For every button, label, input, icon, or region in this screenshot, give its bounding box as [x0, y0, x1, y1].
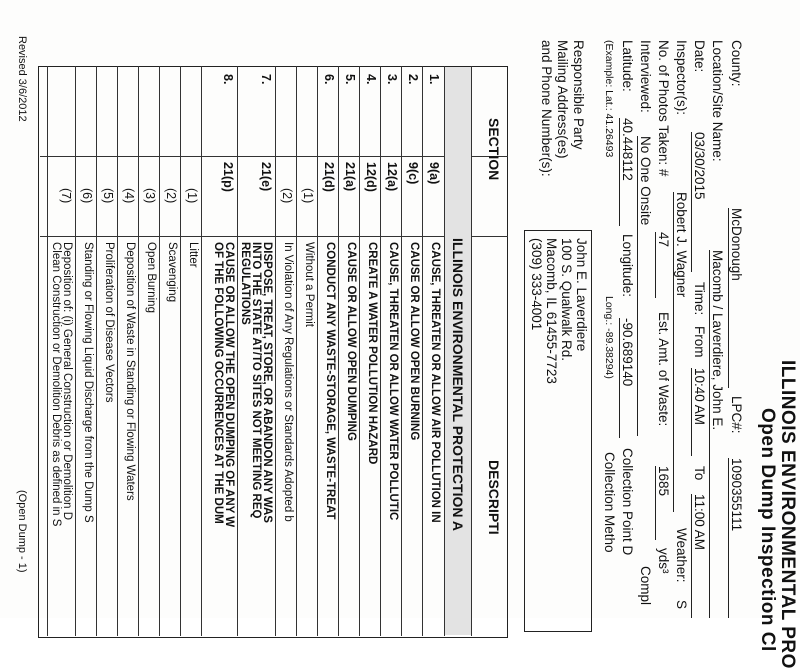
table-row: [339, 66, 360, 636]
collection-method-label: Collection Metho: [602, 452, 617, 553]
table-row: [276, 66, 297, 636]
row-section: 9(a): [427, 162, 441, 185]
row-description: Standing or Flowing Liquid Discharge from the Dump S: [82, 242, 94, 523]
est-waste-value: 1685: [655, 466, 671, 540]
row-description: Deposition of Waste in Standing or Flowing Waters: [124, 242, 136, 501]
row-description: REGULATIONS: [239, 242, 251, 325]
table-row: [76, 66, 97, 636]
example-latitude: (Example: Lat.: 41.26493: [603, 40, 615, 158]
table-row: [360, 66, 381, 636]
row-description: Scavenging: [166, 242, 178, 303]
table-row: [181, 66, 202, 636]
row-description: CAUSE OR ALLOW OPEN BURNING: [408, 242, 420, 441]
interviewed-label: Interviewed:: [638, 40, 653, 113]
page-label: (Open Dump - 1): [16, 490, 28, 573]
revised-date: Revised 3/6/2012: [16, 36, 28, 122]
row-section: 12(d): [364, 162, 378, 192]
location-label: Location/Site Name:: [710, 40, 725, 162]
header-divider: [471, 66, 472, 636]
responsible-city: Macomb, IL 61455-7723: [544, 238, 559, 384]
row-section: 21(a): [343, 162, 357, 192]
row-description: Deposition of: (i) General Construction or Demolition D: [61, 242, 73, 521]
location-value: Macomb / Laverdiere, John E.: [709, 250, 725, 618]
row-section: 9(c): [406, 162, 420, 185]
table-row: [48, 66, 76, 636]
time-to-label: To: [692, 466, 707, 481]
form-title-line1: ILLINOIS ENVIRONMENTAL PRO: [777, 360, 798, 669]
collection-point-label: Collection Point D: [620, 448, 635, 556]
row-description: CREATE A WATER POLLUTION HAZARD: [366, 242, 378, 465]
row-section: 12(a): [385, 162, 399, 192]
row-section: 21(p): [221, 162, 235, 192]
agency-band-title: ILLINOIS ENVIRONMENTAL PROTECTION A: [450, 238, 466, 531]
row-description: CAUSE OR ALLOW THE OPEN DUMPING OF ANY W: [223, 242, 235, 528]
table-row: [202, 66, 238, 636]
table-row: [97, 66, 118, 636]
section-header: SECTION: [486, 118, 502, 181]
row-number: 7.: [259, 74, 273, 85]
county-label: County:: [729, 40, 744, 87]
weather-value: S: [674, 600, 689, 610]
latitude-value: 40.448112: [619, 118, 635, 226]
row-description: Litter: [187, 242, 199, 268]
row-divider: [47, 66, 48, 636]
lpc-value: 1090355111: [728, 458, 744, 618]
row-section: (4): [122, 188, 136, 204]
row-section: (3): [143, 188, 157, 204]
row-section: (5): [101, 188, 115, 204]
inspectors-value: Robert J. Wagner: [673, 192, 689, 512]
row-description: DISPOSE, TREAT, STORE, OR ABANDON ANY WAS: [261, 242, 273, 523]
interviewed-value: No One Onsite: [637, 136, 653, 436]
row-description: Clean Construction or Demolition Debris as defined in S: [50, 242, 62, 527]
time-to-value: 11:00 AM: [691, 494, 707, 618]
row-section: 21(d): [322, 162, 336, 192]
row-description: CAUSE OR ALLOW OPEN DUMPING: [345, 242, 357, 441]
weather-label: Weather:: [674, 528, 689, 583]
row-description: CONDUCT ANY WASTE-STORAGE, WASTE-TREAT: [324, 242, 336, 520]
table-row: [118, 66, 139, 636]
table-row: [381, 66, 402, 636]
row-description: OF THE FOLLOWING OCCURRENCES AT THE DUM: [212, 242, 224, 524]
row-number: 8.: [221, 74, 235, 85]
responsible-label-line1: Responsible Party: [571, 40, 586, 150]
time-from-label: From: [692, 326, 707, 358]
date-value: 03/30/2015: [691, 132, 707, 272]
county-value: McDonough: [728, 208, 744, 388]
band-divider: [444, 66, 445, 636]
inspectors-label: Inspector(s):: [674, 40, 689, 116]
row-section: (6): [80, 188, 94, 204]
table-row: [238, 66, 276, 636]
responsible-label-line3: and Phone Number(s):: [539, 40, 554, 177]
photos-label: No. of Photos Taken: #: [656, 40, 671, 177]
row-number: 5.: [343, 74, 357, 85]
row-number: 2.: [406, 74, 420, 85]
row-description: Without a Permit: [303, 242, 315, 327]
lpc-label: LPC#:: [729, 396, 744, 434]
photos-value: 47: [655, 232, 671, 298]
table-row: [318, 66, 339, 636]
row-number: 6.: [322, 74, 336, 85]
description-header: DESCRIPTI: [486, 460, 502, 535]
time-from-value: 10:40 AM: [691, 368, 707, 456]
responsible-label-line2: Mailing Address(es): [555, 40, 570, 159]
time-label: Time:: [692, 282, 707, 316]
row-description: INTO THE STATE AT/TO SITES NOT MEETING REQ: [250, 242, 262, 519]
table-row: [402, 66, 423, 636]
row-section: (7): [59, 188, 73, 204]
row-number: 4.: [364, 74, 378, 85]
row-description: In Violation of Any Regulations or Standards Adopted b: [282, 242, 294, 522]
longitude-label: Longitude:: [620, 234, 635, 298]
form-title-line2: Open Dump Inspection Cl: [757, 408, 778, 652]
latitude-label: Latitude:: [620, 40, 635, 92]
responsible-name: John E. Laverdiere: [574, 238, 589, 352]
responsible-street: 100 S. Qualwalk Rd.: [559, 238, 574, 362]
table-row: [139, 66, 160, 636]
row-section: (2): [280, 188, 294, 204]
row-description: CAUSE, THREATEN OR ALLOW AIR POLLUTION IN: [429, 242, 441, 523]
row-section: (1): [185, 188, 199, 204]
table-row: [160, 66, 181, 636]
row-number: 1.: [427, 74, 441, 85]
row-section: (1): [301, 188, 315, 204]
row-description: CAUSE, THREATEN OR ALLOW WATER POLLUTIC: [387, 242, 399, 521]
est-waste-label: Est. Amt. of Waste:: [656, 312, 671, 427]
date-label: Date:: [692, 40, 707, 73]
responsible-phone: (309) 333-4001: [529, 238, 544, 331]
row-description: Proliferation of Disease Vectors: [103, 242, 115, 403]
est-waste-unit: yds³: [656, 548, 671, 574]
longitude-value: -90.689140: [619, 318, 635, 438]
row-section: 21(e): [259, 162, 273, 192]
table-row: [423, 66, 444, 636]
complaint-label: Compl: [638, 566, 653, 606]
row-section: (2): [164, 188, 178, 204]
row-description: Open Burning: [145, 242, 157, 313]
table-row: [297, 66, 318, 636]
example-longitude: Long.: -89.38294): [603, 296, 615, 379]
row-number: 3.: [385, 74, 399, 85]
